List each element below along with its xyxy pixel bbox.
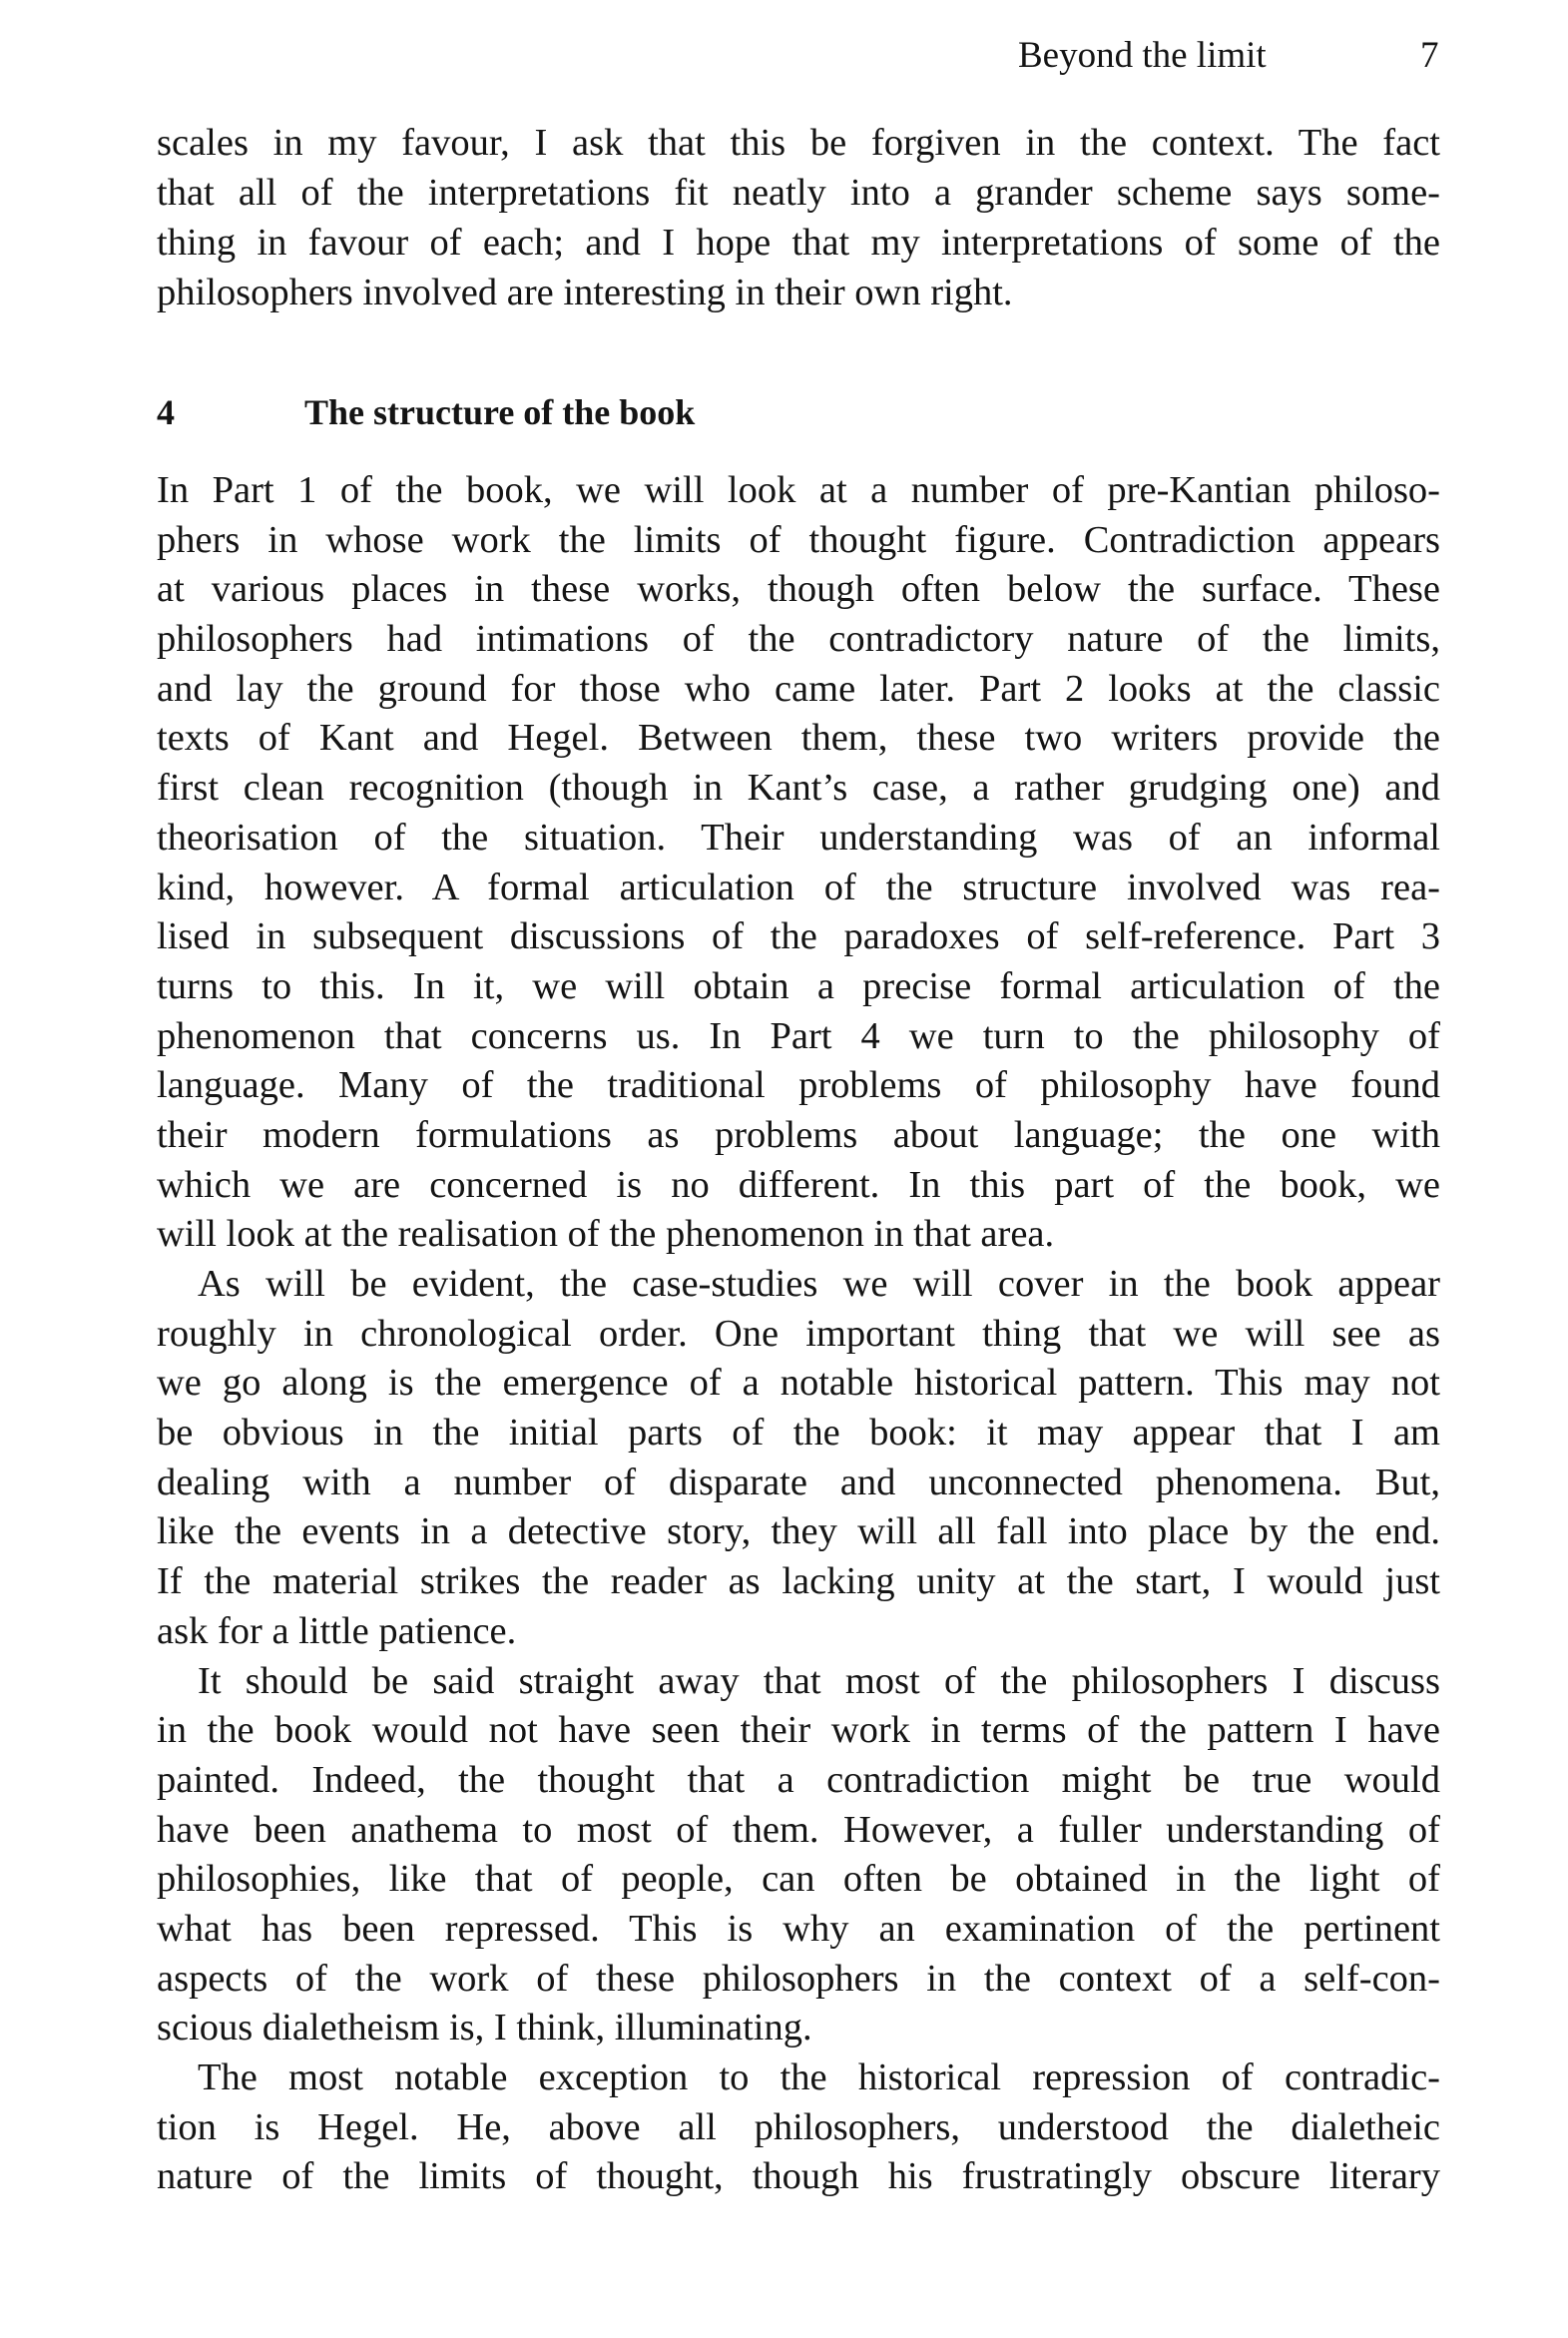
- text-line: at various places in these works, though often below the surface. These: [157, 568, 1440, 611]
- text-line: nature of the limits of thought, though his frustratingly obscure literary: [157, 2155, 1440, 2198]
- text-line: be obvious in the initial parts of the book: it may appear that I am: [157, 1412, 1440, 1455]
- text-line: in the book would not have seen their work in terms of the pattern I have: [157, 1709, 1440, 1752]
- text-line: we go along is the emergence of a notable historical pattern. This may not: [157, 1362, 1440, 1405]
- text-line: that all of the interpretations fit neatly into a grander scheme says some-: [157, 172, 1440, 214]
- text-line: and lay the ground for those who came later. Part 2 looks at the classic: [157, 667, 1440, 710]
- text-line: If the material strikes the reader as lacking unity at the start, I would just: [157, 1560, 1440, 1603]
- section-body: [157, 466, 1440, 2202]
- text-line: which we are concerned is no different. In this part of the book, we: [157, 1163, 1440, 1206]
- text-line: phers in whose work the limits of thought figure. Contradiction appears: [157, 518, 1440, 561]
- text-line: As will be evident, the case-studies we will cover in the book appear: [198, 1263, 1440, 1305]
- text-line: theorisation of the situation. Their understanding was of an informal: [157, 816, 1440, 859]
- text-line: dealing with a number of disparate and unconnected phenomena. But,: [157, 1461, 1440, 1503]
- text-line: philosophies, like that of people, can often be obtained in the light of: [157, 1858, 1440, 1901]
- text-line: language. Many of the traditional problems of philosophy have found: [157, 1064, 1440, 1107]
- intro-paragraph: [157, 118, 1440, 317]
- text-line: kind, however. A formal articulation of the structure involved was rea-: [157, 866, 1440, 908]
- text-line: The most notable exception to the historical repression of contradic-: [198, 2056, 1440, 2098]
- running-head-title: Beyond the limit: [1018, 35, 1267, 76]
- text-line: painted. Indeed, the thought that a contradiction might be true would: [157, 1758, 1440, 1801]
- text-line: will look at the realisation of the phenomenon in that area.: [157, 1213, 1055, 1256]
- text-line: philosophers involved are interesting in their own right.: [157, 272, 1013, 313]
- text-line: roughly in chronological order. One important thing that we will see as: [157, 1312, 1440, 1355]
- text-line: lised in subsequent discussions of the paradoxes of self-reference. Part 3: [157, 915, 1440, 958]
- text-line: aspects of the work of these philosophers in the context of a self-con-: [157, 1957, 1440, 2000]
- section-title: The structure of the book: [304, 392, 696, 432]
- text-line: have been anathema to most of them. However, a fuller understanding of: [157, 1808, 1440, 1851]
- text-line: ask for a little patience.: [157, 1609, 517, 1652]
- text-line: tion is Hegel. He, above all philosophers, understood the dialetheic: [157, 2105, 1440, 2148]
- page-number: 7: [1420, 35, 1439, 76]
- text-line: texts of Kant and Hegel. Between them, these two writers provide the: [157, 717, 1440, 760]
- text-line: what has been repressed. This is why an examination of the pertinent: [157, 1907, 1440, 1950]
- text-line: first clean recognition (though in Kant’s case, a rather grudging one) and: [157, 767, 1440, 810]
- text-line: turns to this. In it, we will obtain a precise formal articulation of the: [157, 964, 1440, 1007]
- text-line: phenomenon that concerns us. In Part 4 we turn to the philosophy of: [157, 1014, 1440, 1057]
- text-line: It should be said straight away that most of the philosophers I discuss: [198, 1659, 1440, 1702]
- text-line: scious dialetheism is, I think, illuminating.: [157, 2007, 812, 2049]
- text-line: their modern formulations as problems about language; the one with: [157, 1113, 1440, 1156]
- section-number: 4: [157, 392, 175, 432]
- text-line: thing in favour of each; and I hope that my interpretations of some of the: [157, 222, 1440, 264]
- text-line: like the events in a detective story, they will all fall into place by the end.: [157, 1510, 1440, 1553]
- text-line: scales in my favour, I ask that this be forgiven in the context. The fact: [157, 122, 1440, 164]
- text-line: philosophers had intimations of the contradictory nature of the limits,: [157, 618, 1440, 661]
- text-line: In Part 1 of the book, we will look at a number of pre-Kantian philoso-: [157, 469, 1440, 511]
